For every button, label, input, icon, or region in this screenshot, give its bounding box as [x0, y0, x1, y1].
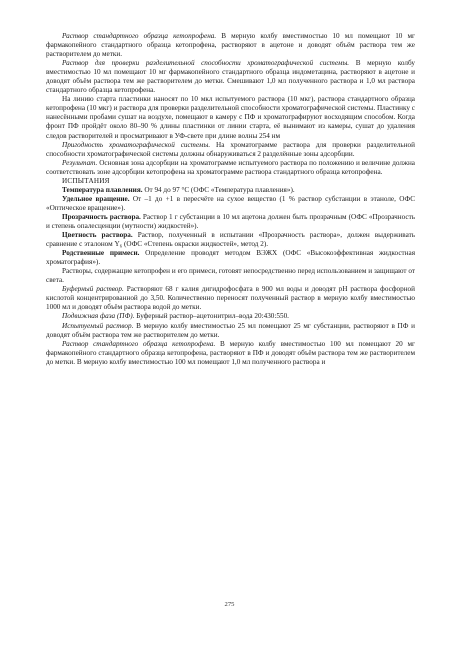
- paragraph-lead: Цветность раствора.: [62, 231, 133, 240]
- paragraph-body: В мерную колбу вместимостью 100 мл помещают 20 мг фармакопейного стандартного образца кетопрофена, растворяют в ПФ и доводят объём раствора тем же растворителем до метки. В мерную колбу вместимостью 100 мл помещают 1,0 мл полученного раствора и: [46, 339, 415, 366]
- paragraph-clarity: [46, 213, 415, 231]
- paragraph-lead: Подвижная фаза (ПФ).: [62, 312, 135, 321]
- paragraph-melting-point: [46, 186, 415, 195]
- paragraph-lead: Раствор стандартного образца кетопрофена.: [62, 339, 216, 348]
- paragraph-system-suitability: [46, 141, 415, 159]
- paragraph-body: В мерную колбу вместимостью 25 мл помещают 25 мг субстанции, растворяют в ПФ и доводят объём раствора тем же растворителем до метки.: [46, 321, 415, 339]
- section-heading-tests: ИСПЫТАНИЯ: [62, 176, 110, 185]
- paragraph-resolution-solution: [46, 59, 415, 95]
- paragraph-standard-solution-hplc: [46, 340, 415, 367]
- paragraph-body: На линию старта пластинки наносят по 10 мкл испытуемого раствора (10 мкг), раствора стандартного образца кетопрофена (10 мкг) и раствора для проверки разделительной способности хроматографической системы. Пластинку с нанесёнными пробами сушат на воздухе, помещают в камеру с ПФ и хроматографируют восходящим способом. Когда фронт ПФ пройдёт около 80–90 % длины пластинки от линии старта, её вынимают из камеры, сушат до удаления следов растворителей и просматривают в УФ-свете при длине волны 254 нм: [46, 95, 415, 140]
- paragraph-lead: Результат.: [62, 158, 98, 167]
- paragraph-standard-solution: [46, 32, 415, 59]
- page-number: 275: [224, 601, 235, 608]
- paragraph-body: Раствор, полученный в испытании «Прозрачность раствора», должен выдерживать сравнение с эталоном Y₆ (ОФС «Степень окраски жидкостей», метод 2).: [46, 231, 415, 249]
- paragraph-body: Растворяют 68 г калия дигидрофосфата в 900 мл воды и доводят pH раствора фосфорной кислотой концентрированной до 3,50. Количественно переносят полученный раствор в мерную колбу вместимостью 1000 мл и доводят объём раствора водой до метки.: [46, 285, 415, 312]
- paragraph-body: От 94 до 97 °С (ОФС «Температура плавления»).: [142, 185, 295, 194]
- paragraph-body: Буферный раствор–ацетонитрил–вода 20:430:550.: [134, 312, 289, 321]
- paragraph-light-protection: [46, 267, 415, 285]
- paragraph-lead: Родственные примеси.: [62, 249, 140, 258]
- paragraph-related-impurities: [46, 249, 415, 267]
- paragraph-lead: Пригодность хроматографической системы.: [62, 140, 211, 149]
- paragraph-result: [46, 159, 415, 177]
- paragraph-body: Раствор 1 г субстанции в 10 мл ацетона должен быть прозрачным (ОФС «Прозрачность и степень опалесценции (мутности) жидкостей»).: [46, 212, 415, 230]
- paragraph-body: Определение проводят методом ВЭЖХ (ОФС «Высокоэффективная жидкостная хроматография»).: [46, 249, 415, 267]
- paragraph-body: От –1 до +1 в пересчёте на сухое вещество (1 % раствор субстанции в этаноле, ОФС «Оптическое вращение»).: [46, 194, 416, 212]
- paragraph-body: В мерную колбу вместимостью 10 мл помещают 10 мг фармакопейного стандартного образца индометацина, растворяют в ацетоне и доводят объём раствора тем же растворителем до метки. Смешивают 1,0 мл полученного раствора и 1,0 мл раствора стандартного образца кетопрофена.: [46, 59, 415, 95]
- paragraph-test-solution: [46, 322, 415, 340]
- paragraph-body: На хроматограмме раствора для проверки разделительной способности хроматографической системы должны обнаруживаться 2 разделённые зоны адсорбции.: [46, 140, 415, 158]
- paragraph-body: Основная зона адсорбции на хроматограмме испытуемого раствора по положению и величине должна соответствовать зоне адсорбции кетопрофена на хроматограмме раствора стандартного образца кетопрофена.: [46, 158, 415, 176]
- paragraph-specific-rotation: [46, 195, 415, 213]
- paragraph-body: В мерную колбу вместимостью 10 мл помещают 10 мг фармакопейного стандартного образца кетопрофена, растворяют в ацетоне и доводят объём раствора тем же растворителем до метки.: [46, 32, 415, 59]
- paragraph-lead: Температура плавления.: [62, 185, 143, 194]
- paragraph-lead: Удельное вращение.: [62, 194, 130, 203]
- paragraph-lead: Прозрачность раствора.: [62, 212, 141, 221]
- paragraph-tlc-procedure: [46, 95, 415, 140]
- paragraph-mobile-phase: [46, 312, 415, 321]
- paragraph-lead: Раствор для проверки разделительной способности хроматографической системы.: [62, 59, 350, 68]
- paragraph-lead: Раствор стандартного образца кетопрофена.: [62, 32, 217, 40]
- paragraph-lead: Испытуемый раствор.: [62, 321, 134, 330]
- paragraph-lead: Буферный раствор.: [62, 285, 124, 294]
- paragraph-body: Растворы, содержащие кетопрофен и его примеси, готовят непосредственно перед использованием и защищают от света.: [46, 267, 415, 285]
- paragraph-color: [46, 231, 415, 249]
- paragraph-buffer-solution: [46, 285, 415, 312]
